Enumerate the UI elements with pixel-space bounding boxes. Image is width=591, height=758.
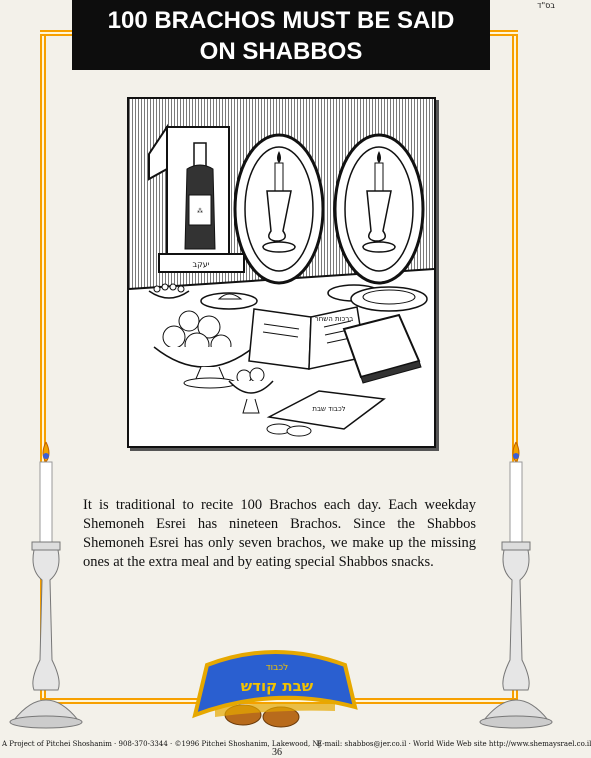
- page-title: [72, 0, 490, 70]
- body-paragraph: It is traditional to recite 100 Brachos each day. Each weekday Shemoneh Esrei has nineteen Brachos. Since the Shabbos Shemoneh Esrei has only seven brachos, we make up the missing ones at the extra meal and by eating special Shabbos snacks.: [83, 496, 476, 570]
- napkin-text: לכבוד שבת: [312, 405, 346, 413]
- footer-credits: A Project of Pitchei Shoshanim · 908-370-3344 · ©1996 Pitchei Shoshanim, Lakewood, NJ: [2, 740, 322, 748]
- bottle-label: יעקב: [192, 260, 210, 269]
- hallah-cover-top-text: לכבוד: [265, 663, 289, 673]
- corner-mark: בס"ד: [537, 1, 555, 10]
- title-line-1: 100 BRACHOS MUST BE SAID: [107, 7, 455, 34]
- title-line-2: ON SHABBOS: [199, 38, 363, 65]
- hallah-cover-logo: [185, 645, 365, 740]
- digit-zero-second: [335, 135, 423, 283]
- candlestick-left-icon: [0, 430, 92, 745]
- candlestick-right-icon: [470, 430, 562, 745]
- svg-text:⁂: ⁂: [197, 208, 203, 215]
- hallah-cover-main-text: שבת קודש: [240, 677, 314, 695]
- page-number: 36: [272, 747, 282, 758]
- cake-plate-icon: [201, 293, 257, 309]
- book-text: ברכות השחר: [314, 315, 354, 323]
- digit-zero-first: [235, 135, 323, 283]
- footer-contact: E-mail: shabbos@jer.co.il · World Wide Web site http://www.shemaysrael.co.il: [317, 740, 591, 748]
- shabbos-table-illustration: [127, 97, 436, 448]
